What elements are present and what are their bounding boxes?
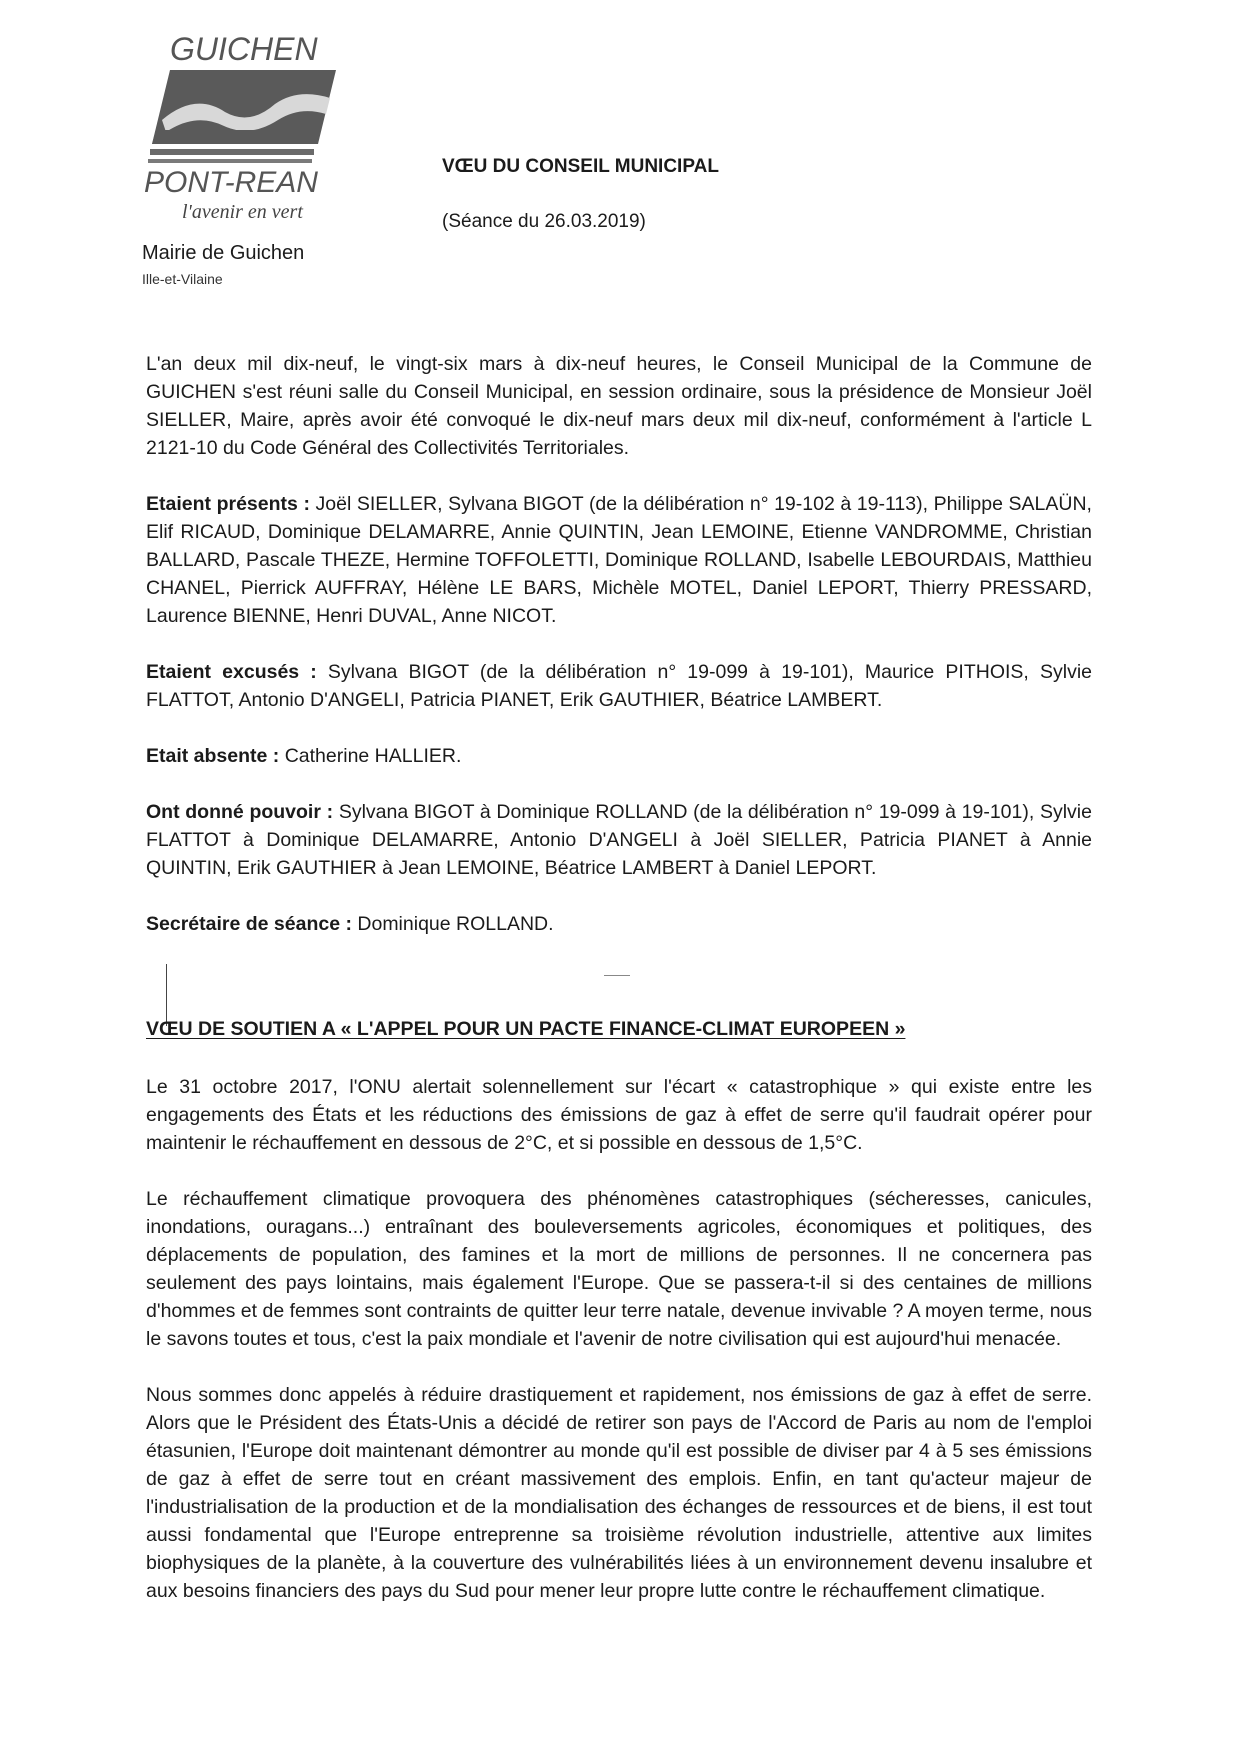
presents-label: Etaient présents : xyxy=(146,493,310,515)
absente-label: Etait absente : xyxy=(146,745,280,767)
intro-paragraph: L'an deux mil dix-neuf, le vingt-six mars à dix-neuf heures, le Conseil Municipal de la Commune de GUICHEN s'est réuni salle du Conseil Municipal, en session ordinaire, sous la présidence de Monsieur Joël SIELLER, Maire, après avoir été convoqué le dix-neuf mars deux mil dix-neuf, conformément à l'article L 2121-10 du Code Général des Collectivités Territoriales. xyxy=(146,353,1092,459)
excuses-label: Etaient excusés : xyxy=(146,661,317,683)
logo-graphic xyxy=(140,30,380,225)
presents-text: Joël SIELLER, Sylvana BIGOT (de la délibération n° 19-102 à 19-113), Philippe SALAÜN, Elif RICAUD, Dominique DELAMARRE, Annie QUINTIN, Jean LEMOINE, Etienne VANDROMME, Christian BALLARD, Pascale THEZE, Hermine TOFFOLETTI, Dominique ROLLAND, Isabelle LEBOURDAIS, Matthieu CHANEL, Pierrick AUFFRAY, Hélène LE BARS, Michèle MOTEL, Daniel LEPORT, Thierry PRESSARD, Laurence BIENNE, Henri DUVAL, Anne NICOT. xyxy=(146,493,1092,627)
separator-mark xyxy=(604,975,630,976)
guichen-logo xyxy=(140,30,380,225)
logo-tagline: l'avenir en vert xyxy=(182,201,303,223)
document-title: VŒU DU CONSEIL MUNICIPAL xyxy=(442,156,719,177)
pouvoir-paragraph xyxy=(146,798,1092,882)
absente-paragraph xyxy=(146,742,1092,770)
logo-top-text: GUICHEN xyxy=(170,31,318,67)
secretaire-paragraph xyxy=(146,910,1092,938)
pouvoir-text: Sylvana BIGOT à Dominique ROLLAND (de la délibération n° 19-099 à 19-101), Sylvie FLATTOT à Dominique DELAMARRE, Antonio D'ANGELI à Joël SIELLER, Patricia PIANET à Annie QUINTIN, Erik GAUTHIER à Jean LEMOINE, Béatrice LAMBERT à Daniel LEPORT. xyxy=(146,801,1092,879)
section-title: VŒU DE SOUTIEN A « L'APPEL POUR UN PACTE FINANCE-CLIMAT EUROPEEN » xyxy=(146,1018,906,1040)
logo-bottom-text: PONT-REAN xyxy=(144,166,318,199)
pouvoir-label: Ont donné pouvoir : xyxy=(146,801,334,823)
department-name: Ille-et-Vilaine xyxy=(142,271,223,287)
voeu-paragraph: Nous sommes donc appelés à réduire drastiquement et rapidement, nos émissions de gaz à effet de serre. Alors que le Président des États-Unis a décidé de retirer son pays de l'Accord de Paris au nom de l'emploi étasunien, l'Europe doit maintenant démontrer au monde qu'il est possible de diviser par 4 à 5 ses émissions de gaz à effet de serre tout en créant massivement des emplois. Enfin, en tant qu'acteur majeur de l'industrialisation de la production et de la mondialisation des échanges de ressources et de biens, il est tout aussi fondamental que l'Europe entreprenne sa troisième révolution industrielle, attentive aux limites biophysiques de la planète, à la couverture des vulnérabilités liées à un environnement devenu insalubre et aux besoins financiers des pays du Sud pour mener leur propre lutte contre le réchauffement climatique. xyxy=(146,1384,1092,1602)
secretaire-text: Dominique ROLLAND. xyxy=(351,913,554,935)
margin-mark xyxy=(166,964,167,1026)
voeu-paragraph: Le réchauffement climatique provoquera des phénomènes catastrophiques (sécheresses, canicules, inondations, ouragans...) entraînant des bouleversements agricoles, économiques et politiques, des déplacements de population, des famines et la mort de millions de personnes. Il ne concernera pas seulement des pays lointains, mais également l'Europe. Que se passera-t-il si des centaines de millions d'hommes et de femmes sont contraints de quitter leur terre natale, devenue invivable ? A moyen terme, nous le savons toutes et tous, c'est la paix mondiale et l'avenir de notre civilisation qui est aujourd'hui menacée. xyxy=(146,1188,1092,1350)
presents-paragraph xyxy=(146,490,1092,630)
absente-text: Catherine HALLIER. xyxy=(279,745,462,767)
voeu-paragraph: Le 31 octobre 2017, l'ONU alertait solennellement sur l'écart « catastrophique » qui existe entre les engagements des États et les réductions des émissions de gaz à effet de serre qu'il faudrait opérer pour maintenir le réchauffement en dessous de 2°C, et si possible en dessous de 1,5°C. xyxy=(146,1076,1092,1154)
excuses-text: Sylvana BIGOT (de la délibération n° 19-099 à 19-101), Maurice PITHOIS, Sylvie FLATTOT, Antonio D'ANGELI, Patricia PIANET, Erik GAUTHIER, Béatrice LAMBERT. xyxy=(146,661,1092,711)
mairie-name: Mairie de Guichen xyxy=(142,242,305,264)
voeu-body xyxy=(146,1073,1092,1633)
seance-date: (Séance du 26.03.2019) xyxy=(442,211,646,232)
excuses-paragraph xyxy=(146,658,1092,714)
secretaire-label: Secrétaire de séance : xyxy=(146,913,352,935)
session-details xyxy=(146,350,1092,966)
